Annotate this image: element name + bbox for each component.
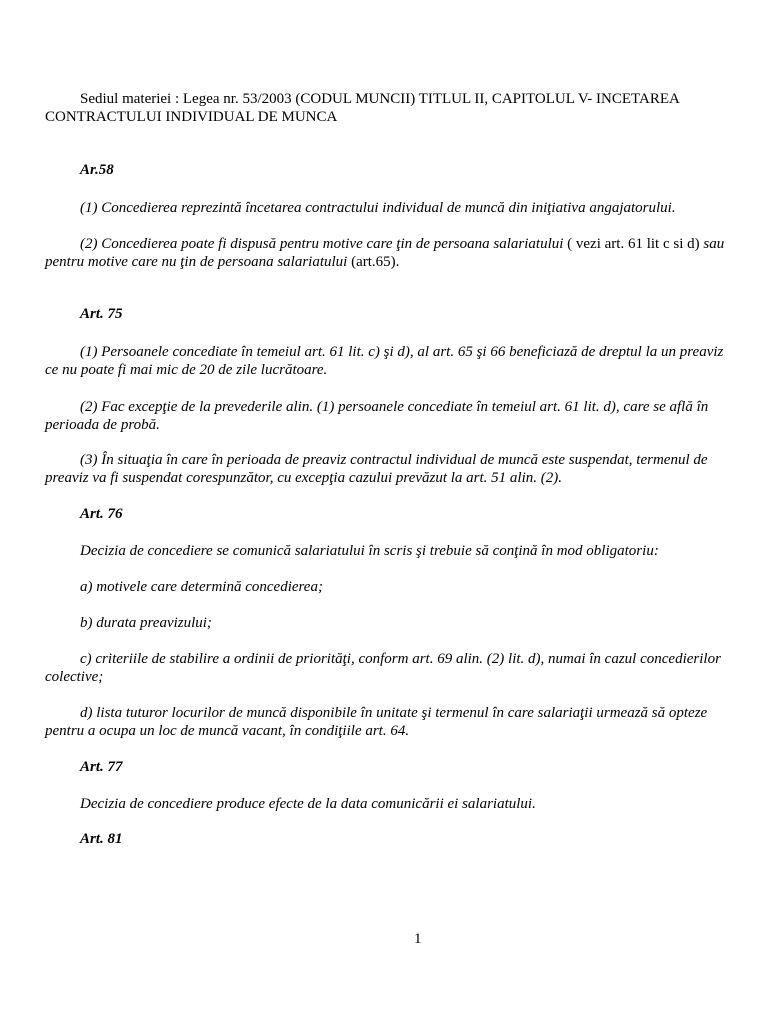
article-58-paragraph-2-part-b: ( vezi art. 61 lit c si d): [563, 236, 700, 252]
article-77-paragraph-1: Decizia de concediere produce efecte de la data comunicării ei salariatului.: [80, 796, 536, 812]
article-75-heading: Art. 75: [80, 306, 123, 322]
article-58-paragraph-1: (1) Concedierea reprezintă încetarea contractului individual de muncă din iniţiativa angajatorului.: [80, 200, 676, 216]
article-75-paragraph-2: (2) Fac excepţie de la prevederile alin. (1) persoanele concediate în temeiul art. 61 lit. d), care se află în perioada de probă.: [45, 399, 709, 433]
article-76-paragraph-1: Decizia de concediere se comunică salariatului în scris şi trebuie să conţină în mod obligatoriu:: [80, 543, 659, 559]
article-76-item-d: d) lista tuturor locurilor de muncă disponibile în unitate şi termenul în care salariaţii urmează să opteze pentru a ocupa un loc de muncă vacant, în condiţiile art. 64.: [45, 705, 708, 739]
article-76-item-b: b) durata preavizului;: [80, 615, 212, 631]
intro-paragraph: [45, 90, 735, 126]
article-75-paragraph-3: (3) În situaţia în care în perioada de preaviz contractul individual de muncă este suspendat, termenul de preaviz va fi suspendat corespunzător, cu excepţia cazului prevăzut la art. 51 alin. (2).: [45, 452, 708, 486]
page-number: 1: [414, 931, 422, 947]
article-77-heading: Art. 77: [80, 759, 123, 775]
article-76-item-c: c) criteriile de stabilire a ordinii de priorităţi, conform art. 69 alin. (2) lit. d), numai în cazul concedierilor colective;: [45, 651, 721, 685]
intro-line-1: Sediul materiei : Legea nr. 53/2003 (CODUL MUNCII) TITLUL II, CAPITOLUL V- INCETAREA: [80, 91, 680, 107]
article-76-heading: Art. 76: [80, 506, 123, 522]
intro-line-2: CONTRACTULUI INDIVIDUAL DE MUNCA: [45, 109, 338, 125]
article-58-heading: Ar.58: [80, 162, 114, 178]
article-58-paragraph-2-part-c: sau pentru motive care nu ţin de persoana salariatului: [45, 236, 725, 270]
article-76-item-a: a) motivele care determină concedierea;: [80, 579, 323, 595]
article-75-paragraph-1: (1) Persoanele concediate în temeiul art. 61 lit. c) şi d), al art. 65 şi 66 beneficiază de dreptul la un preaviz ce nu poate fi mai mic de 20 de zile lucrătoare.: [45, 344, 724, 378]
article-81-heading: Art. 81: [80, 831, 123, 847]
article-58-paragraph-2-part-d: (art.65).: [347, 254, 400, 270]
article-58-paragraph-2-part-a: (2) Concedierea poate fi dispusă pentru motive care ţin de persoana salariatului: [80, 236, 564, 252]
article-58-paragraph-2: [45, 235, 725, 271]
